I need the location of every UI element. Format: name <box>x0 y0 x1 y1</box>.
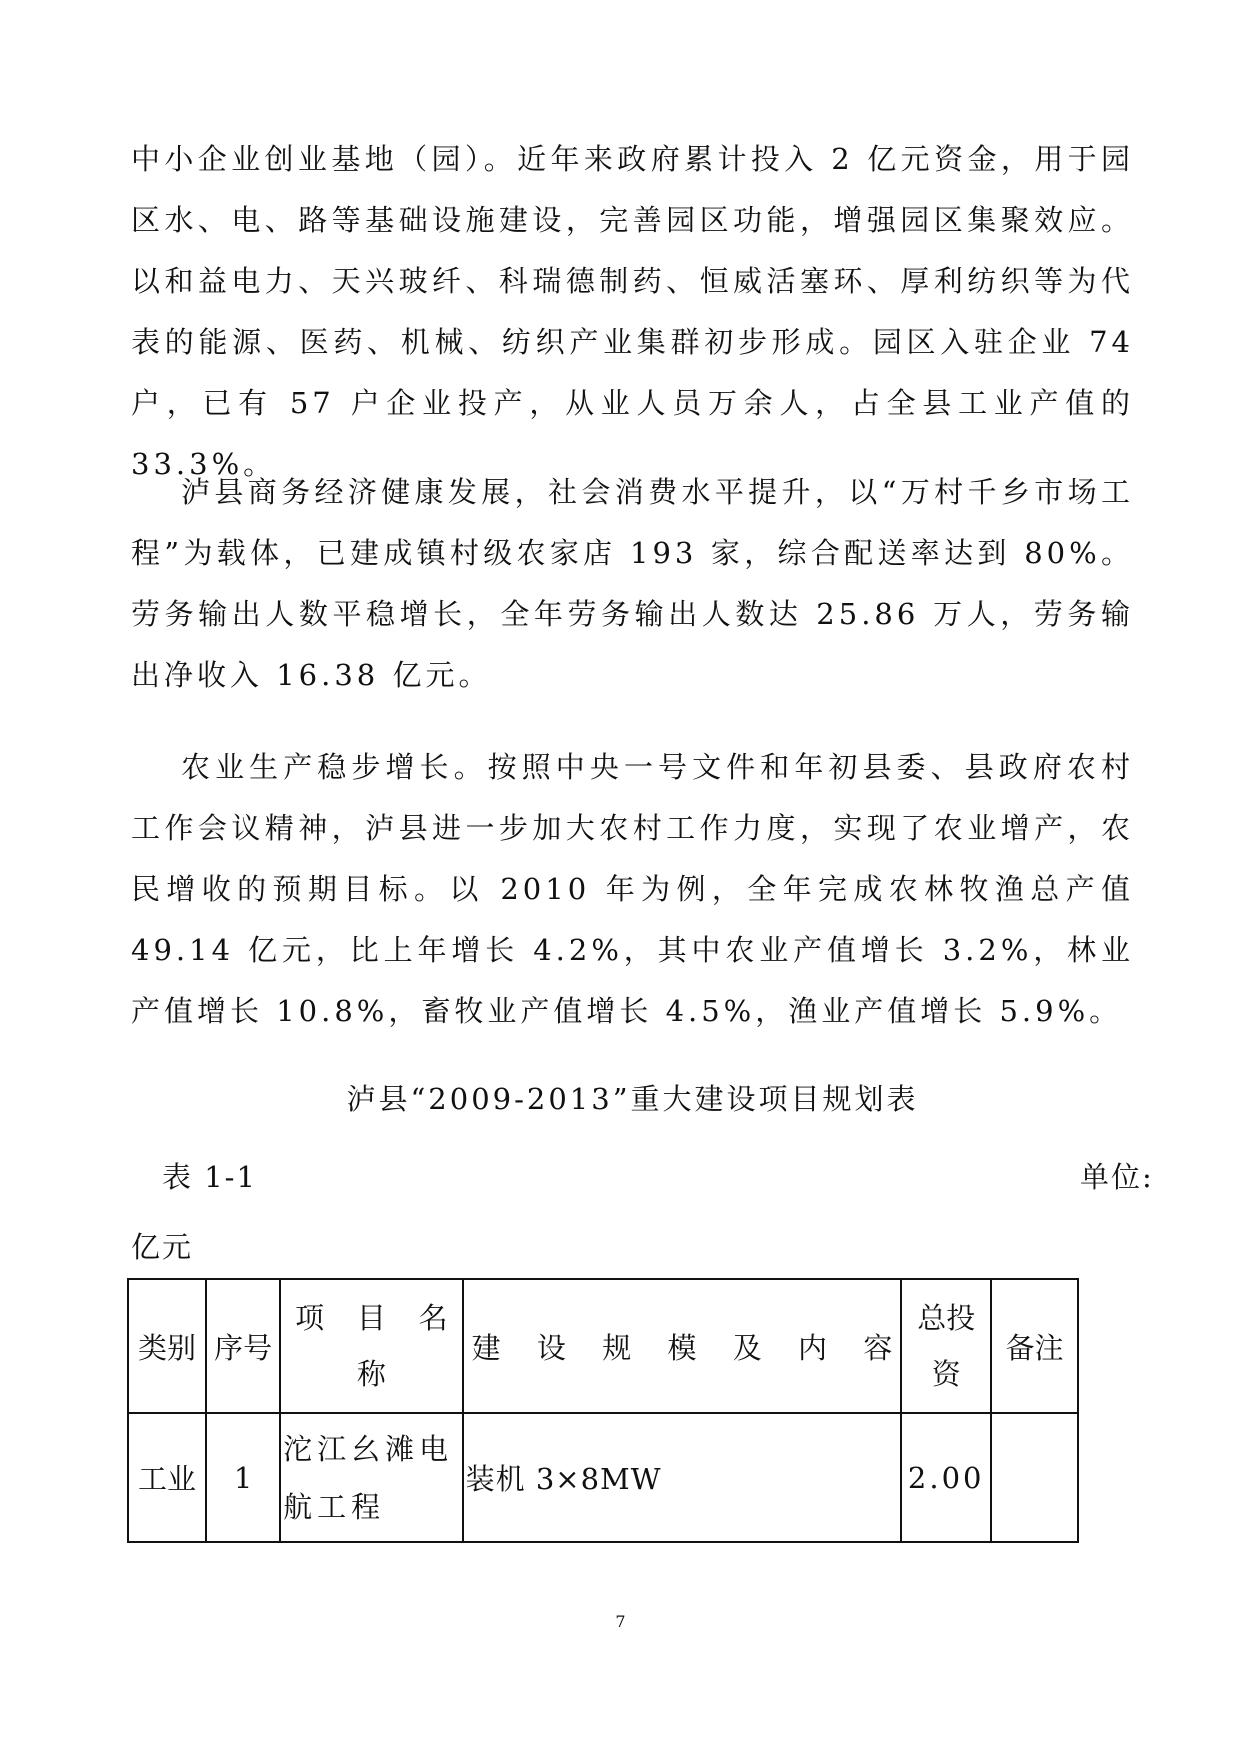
header-investment-line1: 总投 <box>917 1301 976 1335</box>
header-name <box>280 1279 462 1413</box>
cell-name: 沱江幺滩电航工程 <box>280 1413 462 1542</box>
table-title: 泸县“2009-2013”重大建设项目规划表 <box>346 1082 919 1116</box>
header-scale <box>463 1279 902 1413</box>
cell-investment: 2.00 <box>901 1413 991 1542</box>
unit-label: 单位: <box>1080 1160 1154 1194</box>
header-seq: 序号 <box>206 1279 280 1413</box>
header-category: 类别 <box>128 1279 206 1413</box>
paragraph-commerce: 泸县商务经济健康发展，社会消费水平提升，以“万村千乡市场工程”为载体，已建成镇村级农家店 193 家，综合配送率达到 80%。劳务输出人数平稳增长，全年劳务输出人数达 25.86 万人，劳务输出净收入 16.38 亿元。 <box>131 475 1134 692</box>
page-number: 7 <box>615 1612 626 1631</box>
cell-category: 工业 <box>128 1413 206 1542</box>
header-scale-text: 建设规模及内容 <box>471 1330 893 1365</box>
paragraph-industrial-park: 中小企业创业基地（园）。近年来政府累计投入 2 亿元资金，用于园区水、电、路等基础设施建设，完善园区功能，增强园区集聚效应。以和益电力、天兴玻纤、科瑞德制药、恒威活塞环、厚利纺织等为代表的能源、医药、机械、纺织产业集群初步形成。园区入驻企业 74 户，已有 57 户企业投产，从业人员万余人，占全县工业产值的 33.3%。 <box>131 142 1134 481</box>
header-note: 备注 <box>991 1279 1078 1413</box>
unit-value: 亿元 <box>131 1230 194 1264</box>
header-name-line2: 称 <box>356 1357 386 1391</box>
header-investment-line2: 资 <box>931 1357 961 1391</box>
table-header-row <box>128 1279 1078 1413</box>
cell-note <box>991 1413 1078 1542</box>
header-name-line1: 项 目 名 <box>295 1301 448 1335</box>
table-number: 表 1-1 <box>162 1160 257 1194</box>
paragraph-agriculture: 农业生产稳步增长。按照中央一号文件和年初县委、县政府农村工作会议精神，泸县进一步加大农村工作力度，实现了农业增产，农民增收的预期目标。以 2010 年为例，全年完成农林牧渔总产值 49.14 亿元，比上年增长 4.2%，其中农业产值增长 3.2%，林业产值增长 10.8%，畜牧业产值增长 4.5%，渔业产值增长 5.9%。 <box>131 750 1134 1028</box>
project-plan-table <box>127 1278 1079 1543</box>
header-investment <box>901 1279 991 1413</box>
cell-seq: 1 <box>206 1413 280 1542</box>
cell-scale: 装机 3×8MW <box>463 1413 902 1542</box>
table-row <box>128 1413 1078 1542</box>
